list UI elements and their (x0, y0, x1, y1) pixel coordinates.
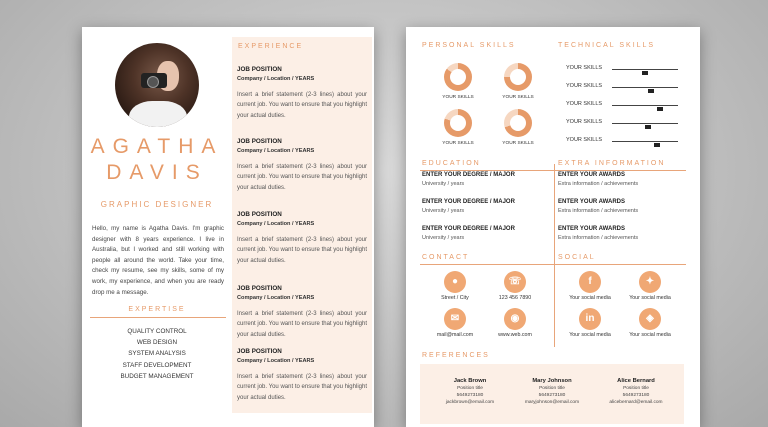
references-heading: REFERENCES (422, 352, 490, 359)
column-divider (554, 164, 555, 347)
reference-phone: 5649273180 (538, 393, 566, 398)
reference-email: alicebernard@email.com (609, 400, 663, 405)
personal-skill (493, 109, 543, 146)
extra-entry (558, 199, 688, 214)
profile-photo (115, 43, 199, 127)
expertise-list (82, 326, 232, 382)
social-facebook: Your social media (569, 295, 611, 301)
resume-page-left (82, 27, 374, 427)
divider (90, 317, 226, 318)
tech-skill-label: YOUR SKILLS (566, 65, 603, 71)
skill-slider-track (612, 141, 678, 142)
extra-info-heading: EXTRA INFORMATION (558, 160, 666, 167)
linkedin-icon: in (579, 308, 601, 330)
expertise-item: QUALITY CONTROL (127, 328, 187, 335)
reference-name: Mary Johnson (532, 378, 572, 384)
education-entry (422, 226, 552, 241)
extra-entry (558, 226, 688, 241)
reference-name: Jack Brown (453, 378, 487, 384)
job-entry (237, 66, 367, 121)
award-title: ENTER YOUR AWARDS (558, 199, 626, 205)
job-company: Company / Location / YEARS (237, 221, 315, 227)
contact-email: mail@mail.com (436, 332, 474, 338)
skill-slider-track (612, 87, 678, 88)
reference-phone: 5649273180 (622, 393, 650, 398)
job-description: Insert a brief statement (2-3 lines) about your current job. You want to ensure that you highlight your actual duties. (237, 164, 367, 191)
skill-slider-track (612, 123, 678, 124)
contact-heading: CONTACT (422, 254, 470, 261)
globe-icon: ◉ (504, 308, 526, 330)
contact-phone: 123 456 7890 (498, 295, 532, 301)
expertise-item: BUDGET MANAGEMENT (120, 372, 194, 380)
last-name: DAVIS (106, 161, 208, 184)
education-entry (422, 199, 552, 214)
experience-column (232, 37, 372, 413)
technical-skill (566, 101, 686, 111)
skill-slider-knob (657, 107, 663, 111)
location-pin-icon: ● (444, 271, 466, 293)
reference-position: Position title (457, 386, 483, 391)
tech-skill-label: YOUR SKILLS (566, 137, 603, 143)
award-detail: Extra information / achievements (558, 181, 639, 187)
technical-skill (566, 119, 686, 129)
reference-position: Position title (623, 386, 649, 391)
skill-slider-knob (645, 125, 651, 129)
technical-skill (566, 137, 686, 147)
contact-website: www.web.com (498, 332, 532, 338)
expertise-item: STAFF DEVELOPMENT (122, 361, 192, 369)
first-name: AGATHA (90, 135, 224, 158)
award-detail: Extra information / achievements (558, 235, 639, 241)
social-twitter: Your social media (629, 295, 671, 301)
university: University / years (422, 208, 465, 214)
resume-page-right (406, 27, 700, 427)
expertise-item: WEB DESIGN (136, 339, 178, 347)
social-linkedin: Your social media (569, 332, 611, 338)
job-company: Company / Location / YEARS (237, 148, 315, 154)
job-company: Company / Location / YEARS (237, 358, 315, 364)
experience-heading: EXPERIENCE (238, 43, 304, 50)
job-entry (237, 211, 367, 266)
reference-phone: 5649273180 (456, 393, 484, 398)
bio-text: Hello, my name is Agatha Davis. I'm graphic designer with 8 years experience. I live in Australia, but I worked and still working with people all around the world. Take your time, check my resume, see my skills, some of my work, my experience, and when you are ready drop me a message. (92, 225, 224, 296)
personal-skills-heading: PERSONAL SKILLS (422, 42, 516, 49)
job-entry (237, 348, 367, 403)
references-panel (420, 364, 684, 424)
job-title: JOB POSITION (237, 138, 282, 145)
degree-title: ENTER YOUR DEGREE / MAJOR (422, 226, 515, 232)
degree-title: ENTER YOUR DEGREE / MAJOR (422, 172, 515, 178)
extra-entry (558, 172, 688, 187)
reference-entry (596, 378, 676, 405)
personal-skill (433, 63, 483, 100)
job-entry (237, 285, 367, 340)
university: University / years (422, 235, 465, 241)
skill-donut (504, 63, 532, 91)
technical-skills-heading: TECHNICAL SKILLS (558, 42, 656, 49)
skill-slider-knob (648, 89, 654, 93)
expertise-heading: EXPERTISE (128, 306, 186, 313)
tech-skill-label: YOUR SKILLS (566, 101, 603, 107)
contact-address: Street / City (441, 295, 469, 301)
skill-slider-knob (654, 143, 660, 147)
job-company: Company / Location / YEARS (237, 295, 315, 301)
skill-label: YOUR SKILLS (442, 141, 474, 146)
education-heading: EDUCATION (422, 160, 481, 167)
job-role: GRAPHIC DESIGNER (100, 200, 214, 209)
divider (420, 170, 686, 171)
job-entry (237, 138, 367, 193)
award-detail: Extra information / achievements (558, 208, 639, 214)
reference-position: Position title (539, 386, 565, 391)
tech-skill-label: YOUR SKILLS (566, 83, 603, 89)
social-heading: SOCIAL (558, 254, 596, 261)
technical-skill (566, 83, 686, 93)
divider (420, 264, 686, 265)
degree-title: ENTER YOUR DEGREE / MAJOR (422, 199, 515, 205)
skill-donut (444, 109, 472, 137)
award-title: ENTER YOUR AWARDS (558, 172, 626, 178)
skill-label: YOUR SKILLS (502, 95, 534, 100)
personal-skill (493, 63, 543, 100)
reference-entry (430, 378, 510, 405)
mail-icon: ✉ (444, 308, 466, 330)
social-dribbble: Your social media (629, 332, 671, 338)
skill-label: YOUR SKILLS (502, 141, 534, 146)
job-description: Insert a brief statement (2-3 lines) about your current job. You want to ensure that you highlight your actual duties. (237, 374, 367, 401)
reference-email: jackbrown@email.com (445, 400, 495, 405)
skill-donut (444, 63, 472, 91)
tech-skill-label: YOUR SKILLS (566, 119, 603, 125)
job-title: JOB POSITION (237, 285, 282, 292)
job-title: JOB POSITION (237, 66, 282, 73)
skill-slider-track (612, 105, 678, 106)
job-description: Insert a brief statement (2-3 lines) about your current job. You want to ensure that you highlight your actual duties. (237, 237, 367, 264)
job-company: Company / Location / YEARS (237, 76, 315, 82)
job-description: Insert a brief statement (2-3 lines) about your current job. You want to ensure that you highlight your actual duties. (237, 92, 367, 119)
reference-entry (512, 378, 592, 405)
personal-skill (433, 109, 483, 146)
skill-label: YOUR SKILLS (442, 95, 474, 100)
skill-slider-knob (642, 71, 648, 75)
job-description: Insert a brief statement (2-3 lines) about your current job. You want to ensure that you highlight your actual duties. (237, 311, 367, 338)
education-entry (422, 172, 552, 187)
skill-donut (504, 109, 532, 137)
reference-email: maryjohnson@email.com (524, 400, 580, 405)
reference-name: Alice Bernard (617, 378, 655, 384)
facebook-icon: f (579, 271, 601, 293)
dribbble-icon: ◈ (639, 308, 661, 330)
job-title: JOB POSITION (237, 211, 282, 218)
job-title: JOB POSITION (237, 348, 282, 355)
twitter-icon: ✦ (639, 271, 661, 293)
phone-icon: ☏ (504, 271, 526, 293)
skill-slider-track (612, 69, 678, 70)
technical-skill (566, 65, 686, 75)
expertise-item: SYSTEM ANALYSIS (128, 350, 186, 358)
award-title: ENTER YOUR AWARDS (558, 226, 626, 232)
university: University / years (422, 181, 465, 187)
